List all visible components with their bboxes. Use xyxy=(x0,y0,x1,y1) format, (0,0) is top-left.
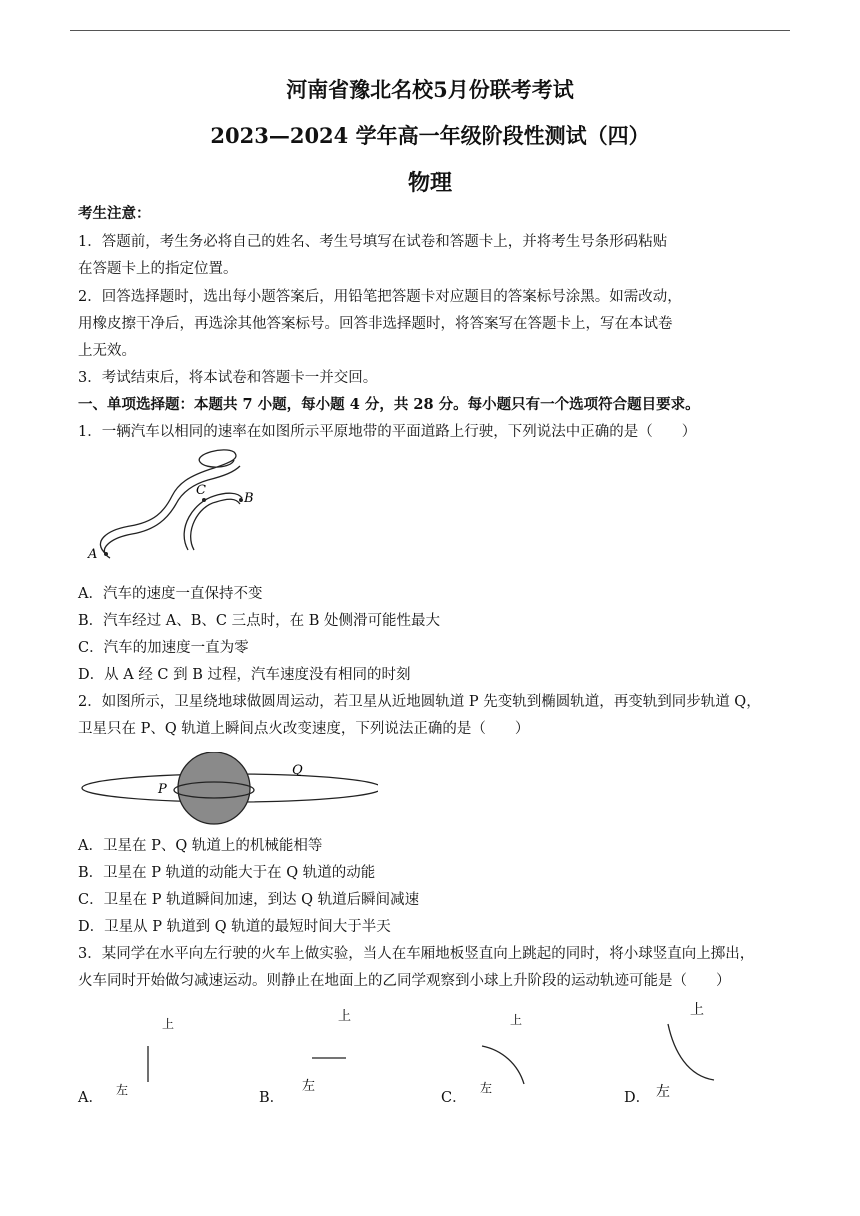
left-label: 左 xyxy=(656,1084,670,1100)
notice-item-2b: 用橡皮擦干净后，再选涂其他答案标号。回答非选择题时，将答案写在答题卡上，写在本试卷 xyxy=(78,316,673,332)
left-label: 左 xyxy=(302,1079,316,1094)
label-p: P xyxy=(158,782,167,797)
section-heading: 一、单项选择题：本题共 7 小题，每小题 4 分，共 28 分。每小题只有一个选项符合题目要求。 xyxy=(78,396,700,413)
up-label: 上 xyxy=(690,1002,704,1018)
exam-title: 河南省豫北名校5月份联考考试 xyxy=(286,77,574,102)
q1-stem: 1．一辆汽车以相同的速率在如图所示平原地带的平面道路上行驶，下列说法中正确的是（ ） xyxy=(78,424,697,440)
label-b: B xyxy=(244,491,254,506)
q3-choice-c-figure xyxy=(470,1006,560,1096)
exam-subtitle: 2023—2024 学年高一年级阶段性测试（四） xyxy=(210,123,650,148)
q2-option-c: C．卫星在 P 轨道瞬间加速，到达 Q 轨道后瞬间减速 xyxy=(78,892,420,908)
up-label: 上 xyxy=(162,1017,175,1031)
q3-stem-1: 3．某同学在水平向左行驶的火车上做实验，当人在车厢地板竖直向上跳起的同时，将小球竖直向上掷出， xyxy=(78,946,755,962)
q1-option-c: C．汽车的加速度一直为零 xyxy=(78,640,249,656)
q2-option-d: D．卫星从 P 轨道到 Q 轨道的最短时间大于半天 xyxy=(78,919,391,935)
notice-item-1b: 在答题卡上的指定位置。 xyxy=(78,261,238,277)
q3-choice-d-letter: D． xyxy=(624,1090,651,1106)
notice-heading: 考生注意： xyxy=(78,205,151,222)
label-q: Q xyxy=(292,763,303,778)
left-label: 左 xyxy=(116,1083,129,1097)
label-a: A xyxy=(88,547,98,562)
trajectory-d xyxy=(668,1024,714,1080)
notice-item-1a: 1．答题前，考生务必将自己的姓名、考生号填写在试卷和答题卡上，并将考生号条形码粘贴 xyxy=(78,234,668,250)
up-label: 上 xyxy=(510,1013,523,1027)
top-rule xyxy=(70,30,790,31)
q1-option-a: A．汽车的速度一直保持不变 xyxy=(78,586,263,602)
q2-stem-1: 2．如图所示，卫星绕地球做圆周运动，若卫星从近地圆轨道 P 先变轨到椭圆轨道，再变轨到同步轨道 Q， xyxy=(78,694,761,710)
label-c: C xyxy=(196,483,206,498)
q2-option-b: B．卫星在 P 轨道的动能大于在 Q 轨道的动能 xyxy=(78,865,376,881)
notice-item-3: 3．考试结束后，将本试卷和答题卡一并交回。 xyxy=(78,370,378,386)
q3-choice-c-letter: C． xyxy=(441,1090,467,1106)
point-a-dot xyxy=(104,552,108,556)
notice-item-2a: 2．回答选择题时，选出每小题答案后，用铅笔把答题卡对应题目的答案标号涂黑。如需改动， xyxy=(78,289,682,305)
q1-option-d: D．从 A 经 C 到 B 过程，汽车速度没有相同的时刻 xyxy=(78,667,411,683)
q1-road-figure xyxy=(84,446,264,566)
notice-item-2c: 上无效。 xyxy=(78,343,136,359)
q3-choice-a-letter: A． xyxy=(78,1090,103,1106)
q3-choice-b-figure xyxy=(290,1004,380,1094)
point-c-dot xyxy=(202,498,206,502)
q1-option-b: B．汽车经过 A、B、C 三点时，在 B 处侧滑可能性最大 xyxy=(78,613,440,629)
earth xyxy=(178,752,250,824)
q2-orbit-figure xyxy=(78,752,378,832)
q3-choice-d-figure xyxy=(648,996,738,1100)
point-b-dot xyxy=(239,498,243,502)
q3-choice-a-figure xyxy=(100,1010,190,1100)
q2-option-a: A．卫星在 P、Q 轨道上的机械能相等 xyxy=(78,838,323,854)
q2-stem-2: 卫星只在 P、Q 轨道上瞬间点火改变速度，下列说法正确的是（ ） xyxy=(78,721,530,737)
trajectory-c xyxy=(482,1046,524,1084)
q3-choice-b-letter: B． xyxy=(259,1090,285,1106)
left-label: 左 xyxy=(480,1081,493,1095)
subject-title: 物理 xyxy=(407,170,452,196)
q3-stem-2: 火车同时开始做匀减速运动。则静止在地面上的乙同学观察到小球上升阶段的运动轨迹可能是（ ） xyxy=(78,973,731,989)
up-label: 上 xyxy=(338,1009,352,1024)
